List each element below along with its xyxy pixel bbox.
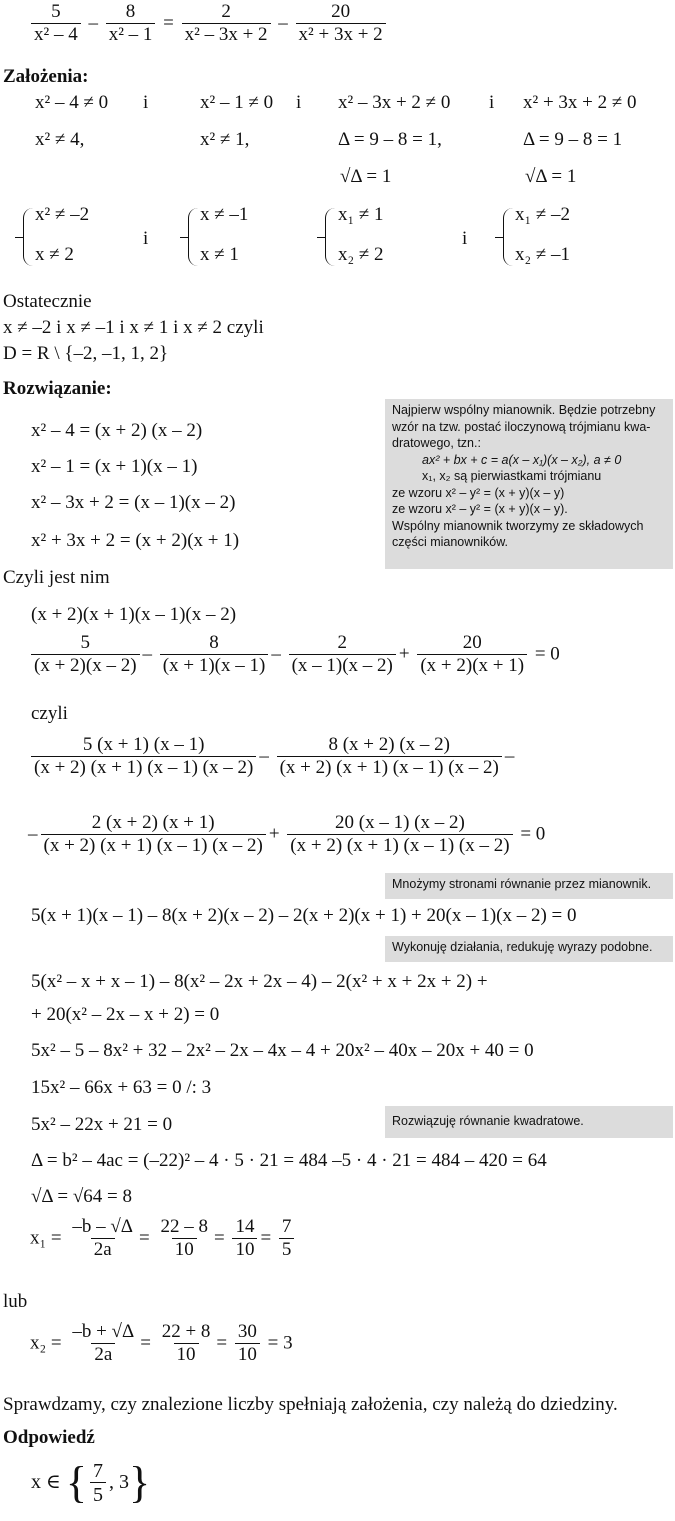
denominator: x² – 4: [31, 23, 81, 46]
numerator: 7: [281, 1216, 292, 1237]
operator: =: [163, 12, 174, 34]
operator: –: [88, 12, 98, 34]
denominator: (x – 1)(x – 2): [289, 654, 396, 677]
denominator: 5: [90, 1482, 106, 1506]
note-simplify: Wykonuję działania, redukuję wyrazy podobne.: [385, 936, 673, 962]
denominator: 10: [235, 1343, 260, 1366]
numerator: 2 (x + 2) (x + 1): [91, 812, 215, 833]
answer-prefix: x ∈: [31, 1470, 61, 1493]
numerator: 5: [80, 632, 91, 653]
lub-label: lub: [3, 1291, 28, 1312]
numerator: 2: [337, 632, 347, 653]
denominator: (x + 1)(x – 1): [160, 654, 269, 677]
denominator: x² – 3x + 2: [182, 23, 271, 46]
denominator: 10: [232, 1238, 257, 1261]
factor-3: x² – 3x + 2 = (x – 1)(x – 2): [31, 492, 236, 513]
numerator: 14: [235, 1216, 255, 1237]
note-line: ax² + bx + c = a(x – x₁)(x – x₂), a ≠ 0: [422, 452, 622, 467]
delta-3: Δ = 9 – 8 = 1,: [338, 129, 442, 150]
denominator: 10: [174, 1343, 199, 1366]
main-equation: [28, 2, 389, 46]
note-line: Wspólny mianownik tworzymy ze składowych: [392, 518, 644, 533]
numerator: 8 (x + 2) (x – 2): [328, 734, 450, 755]
assumption-2: x² – 1 ≠ 0: [200, 92, 274, 113]
answer: [31, 1458, 150, 1509]
right-brace-icon: }: [128, 1458, 151, 1507]
conjunction: i: [143, 92, 149, 113]
factor-4: x² + 3x + 2 = (x + 2)(x + 1): [31, 530, 240, 551]
answer-suffix: , 3: [108, 1470, 129, 1493]
note-line: x₁, x₂ są pierwiastkami trójmianu: [422, 469, 602, 483]
note-line: Najpierw wspólny mianownik. Będzie potrzebny: [392, 403, 656, 417]
rhs: = 0: [520, 823, 546, 845]
system-3-line-1: x₁ ≠ 1: [338, 204, 384, 225]
equation-expanded-line-1: $\frac{5 (x + 1) (x - 1)}{(x + 2) (x + 1) (x - 1) (x - 2)}$ – $\frac{8 (x + 2) (x - 2)}{(x + 2) (x + 1) (x - 1) (x - 2)}$ –: [28, 735, 514, 779]
numerator: 8: [125, 1, 136, 22]
assumption-4: x² + 3x + 2 ≠ 0: [523, 92, 637, 113]
denominator: (x + 2) (x + 1) (x – 1) (x – 2): [31, 756, 256, 779]
denominator: 2a: [91, 1343, 115, 1366]
system-1-line-2: x ≠ 2: [35, 244, 74, 265]
denominator: x² – 1: [106, 23, 156, 46]
note-line: części mianowników.: [392, 535, 509, 549]
delta-calc: Δ = b² – 4ac = (–22)² – 4 · 5 · 21 = 484 –5 · 4 · 21 = 484 – 420 = 64: [31, 1150, 547, 1171]
denominator: x² + 3x + 2: [296, 23, 386, 46]
note-multiply: Mnożymy stronami równanie przez mianownik.: [385, 873, 673, 899]
delta-4: Δ = 9 – 8 = 1: [523, 129, 623, 150]
brace-icon: [503, 208, 514, 266]
sqrt-delta-3: √Δ = 1: [340, 166, 392, 187]
denominator: 2a: [91, 1238, 115, 1261]
numerator: 30: [237, 1321, 257, 1342]
system-1-line-1: x² ≠ –2: [35, 204, 90, 225]
note-common-denominator: [385, 399, 673, 569]
note-line: ze wzoru x² – y² = (x + y)(x – y).: [392, 502, 568, 516]
factor-1: x² – 4 = (x + 2) (x – 2): [31, 420, 203, 441]
sqrt-delta: √Δ = √64 = 8: [31, 1186, 132, 1207]
numerator: 5: [51, 1, 61, 22]
assumptions-heading: Założenia:: [3, 66, 89, 87]
numerator: –b + √Δ: [72, 1321, 135, 1342]
note-quadratic: Rozwiązuję równanie kwadratowe.: [385, 1106, 673, 1138]
numerator: 20 (x – 1) (x – 2): [335, 812, 465, 833]
system-2-line-1: x ≠ –1: [200, 204, 249, 225]
conjunction: i: [462, 228, 468, 249]
rhs: = 0: [534, 643, 560, 665]
denominator: (x + 2) (x + 1) (x – 1) (x – 2): [287, 834, 512, 857]
note-line: ze wzoru x² – y² = (x + y)(x – y): [392, 485, 565, 500]
system-2-line-2: x ≠ 1: [200, 244, 239, 265]
numerator: 22 + 8: [161, 1321, 211, 1342]
denominator: 5: [279, 1238, 295, 1261]
root-1: x₁ = $\frac{-b - √\Delta}{2a}$ = $\frac{22 - 8}{10}$ = $\frac{14}{10}$ = $\frac{7}{5}$: [30, 1217, 297, 1261]
final-conditions: x ≠ –2 i x ≠ –1 i x ≠ 1 i x ≠ 2 czyli: [3, 317, 264, 338]
check-text: Sprawdzamy, czy znalezione liczby spełniają założenia, czy należą do dziedziny.: [3, 1394, 618, 1415]
assumption-2-result: x² ≠ 1,: [200, 129, 250, 150]
denominator: (x + 2)(x – 2): [31, 654, 140, 677]
domain: D = R \ {–2, –1, 1, 2}: [3, 343, 169, 364]
numerator: –b – √Δ: [72, 1216, 133, 1237]
system-4-line-2: x₂ ≠ –1: [515, 244, 571, 265]
numerator: 20: [331, 1, 351, 22]
step-reduced: 15x² – 66x + 63 = 0 /: 3: [31, 1077, 212, 1098]
numerator: 22 – 8: [160, 1216, 208, 1237]
numerator: 7: [92, 1460, 103, 1483]
root-label: x₁ =: [30, 1227, 62, 1249]
equation-factored: $\frac{5}{(x + 2)(x - 2)}$ – $\frac{8}{(x + 1)(x - 1)}$ – $\frac{2}{(x - 1)(x - 2)}$ + $\frac{20}{(x + 2)(x + 1)}$ = 0: [28, 633, 560, 677]
final-label: Ostatecznie: [3, 291, 92, 312]
step-multiply: 5(x + 1)(x – 1) – 8(x + 2)(x – 2) – 2(x + 2)(x + 1) + 20(x – 1)(x – 2) = 0: [31, 905, 577, 926]
factor-2: x² – 1 = (x + 1)(x – 1): [31, 456, 198, 477]
conjunction: i: [143, 228, 149, 249]
root-2: x₂ = $\frac{-b + √\Delta}{2a}$ = $\frac{22 + 8}{10}$ = $\frac{30}{10}$ = 3: [30, 1321, 293, 1365]
rhs: = 3: [267, 1332, 293, 1354]
numerator: 8: [209, 632, 219, 653]
solution-heading: Rozwiązanie:: [3, 378, 112, 399]
system-4-line-1: x₁ ≠ –2: [515, 204, 571, 225]
numerator: 5 (x + 1) (x – 1): [82, 734, 205, 755]
answer-heading: Odpowiedź: [3, 1427, 95, 1448]
brace-icon: [188, 208, 199, 266]
assumption-1: x² – 4 ≠ 0: [35, 92, 109, 113]
assumption-1-result: x² ≠ 4,: [35, 129, 85, 150]
brace-icon: [23, 208, 34, 266]
note-line: dratowego, tzn.:: [392, 436, 481, 450]
denominator: (x + 2) (x + 1) (x – 1) (x – 2): [41, 834, 266, 857]
step-divided: 5x² – 22x + 21 = 0: [31, 1114, 173, 1135]
operator: –: [278, 12, 288, 34]
numerator: 20: [462, 632, 482, 653]
conjunction: i: [489, 92, 495, 113]
denominator: (x + 2)(x + 1): [417, 654, 527, 677]
denominator: (x + 2) (x + 1) (x – 1) (x – 2): [277, 756, 502, 779]
system-3-line-2: x₂ ≠ 2: [338, 244, 384, 265]
denominator: 10: [172, 1238, 197, 1261]
brace-icon: [325, 208, 336, 266]
left-brace-icon: {: [65, 1458, 87, 1507]
conjunction: i: [296, 92, 302, 113]
step-collect: 5x² – 5 – 8x² + 32 – 2x² – 2x – 4x – 4 + 20x² – 40x – 20x + 40 = 0: [31, 1040, 534, 1061]
equation-expanded-line-2: – $\frac{2 (x + 2) (x + 1)}{(x + 2) (x + 1) (x - 1) (x - 2)}$ + $\frac{20 (x - 1) (x - 2)}{(x + 2) (x + 1) (x - 1) (x - 2)}$ = 0: [28, 812, 546, 856]
czyli-label: czyli: [31, 703, 68, 724]
step-expand-1: 5(x² – x + x – 1) – 8(x² – 2x + 2x – 4) – 2(x² + x + 2x + 2) +: [31, 971, 488, 992]
step-expand-2: + 20(x² – 2x – x + 2) = 0: [31, 1004, 220, 1025]
numerator: 2: [221, 1, 231, 22]
sqrt-delta-4: √Δ = 1: [525, 166, 577, 187]
note-line: wzór na tzw. postać iloczynową trójmianu kwa-: [392, 419, 651, 434]
assumption-3: x² – 3x + 2 ≠ 0: [338, 92, 451, 113]
root-label: x₂ =: [30, 1332, 62, 1354]
common-denominator-intro: Czyli jest nim: [3, 567, 110, 588]
common-denominator: (x + 2)(x + 1)(x – 1)(x – 2): [31, 604, 237, 625]
